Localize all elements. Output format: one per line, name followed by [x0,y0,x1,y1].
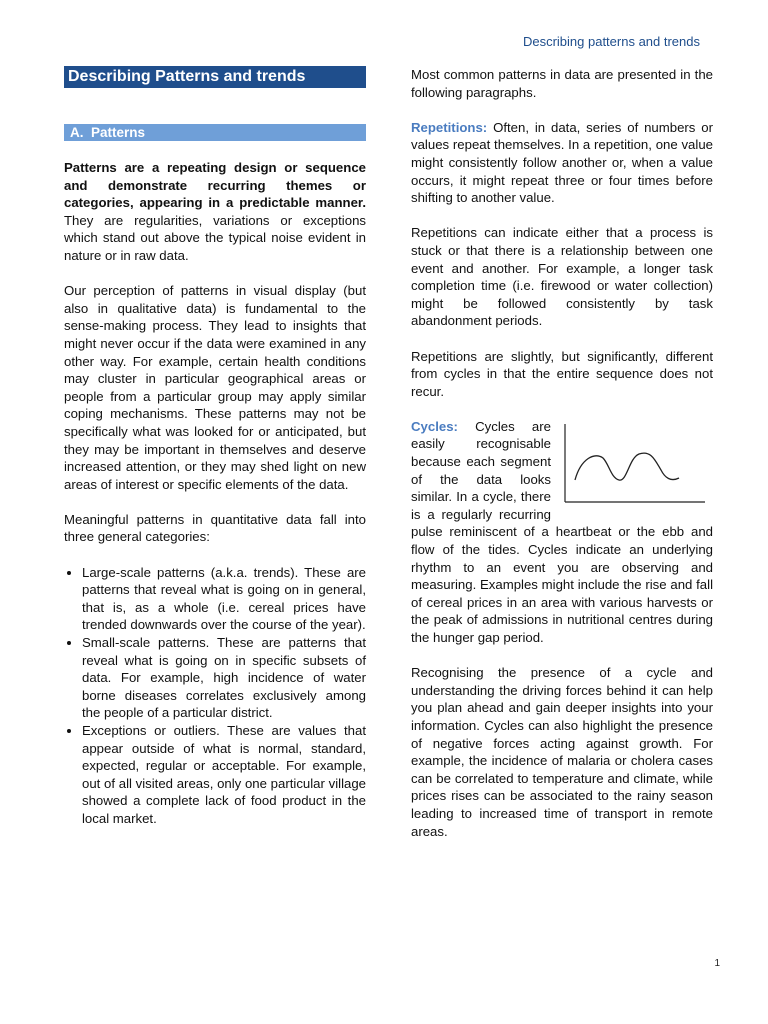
definition-lead: Patterns are a repeating design or sequence and demonstrate recurring themes or categories, appearing in a predictable manner. [64,160,366,211]
section-heading [64,124,366,141]
patterns-definition-paragraph [64,159,366,265]
running-header: Describing patterns and trends [522,34,700,49]
repetitions-paragraph-2: Repetitions can indicate either that a process is stuck or that there is a relationship between one event and another. For example, a longer task completion time (i.e. firewood or water collection) might be followed consistently by task abandonment periods. [411,225,713,329]
categories-list [64,564,366,828]
repetitions-text: Often, in data, series of numbers or values repeat themselves. In a repetition, one value might consistently follow another or, when a value occurs, it might repeat three or four times before shifting to another value. [411,119,713,206]
cycles-term: Cycles: [411,418,458,434]
section-letter: A. [70,125,84,140]
left-column [64,66,366,828]
repetitions-paragraph-3: Repetitions are slightly, but significantly, different from cycles in that the entire sequence does not recur. [411,348,713,399]
cycle-wave-figure-icon [559,422,709,508]
cycle-wave-line [575,453,679,480]
perception-paragraph: Our perception of patterns in visual display (but also in qualitative data) is fundamental to the sense-making process. They lead to insights that might never occur if the data were examined in any other way. For example, certain health conditions may cluster in particular geographical areas or people from a particular group may apply similar coping mechanisms. These patterns may not be specifically what was looked for or anticipated, but they may be important in themselves and deserve increased attention, or they may shed light on new areas of interest or specific elements of the data. [64,283,366,492]
cycles-paragraph-2: Recognising the presence of a cycle and understanding the driving forces behind it can help you plan ahead and gain deeper insights into your information. Cycles can also highlight the presence of negative forces acting against growth. For example, the incidence of malaria or cholera cases can be correlated to temperature and climate, while prices rises can be associated to the rainy season leading to increased time of transport in remote areas. [411,665,713,839]
list-item: • Exceptions or outliers. These are values that appear outside of what is normal, standard, expected, regular or acceptable. For example, out of all visited areas, only one particular village showed a complete lack of food product in the local market. [82,722,366,828]
document-title: Describing Patterns and trends [64,66,366,88]
section-title: Patterns [91,125,146,140]
repetitions-term: Repetitions: [411,119,488,135]
right-column [411,66,713,858]
page-number: 1 [714,958,720,969]
repetitions-paragraph [411,119,713,207]
definition-rest: They are regularities, variations or exceptions which stand out above the typical noise evident in nature or in raw data. [64,212,366,263]
intro-paragraph: Most common patterns in data are presented in the following paragraphs. [411,67,713,100]
cycles-paragraph [411,418,713,647]
list-item: • Large-scale patterns (a.k.a. trends). These are patterns that reveal what is going on in general, that is, as a whole (i.e. cereal prices have trended downwards over the course of the year). [82,564,366,634]
list-item: • Small-scale patterns. These are patterns that reveal what is going on in specific subsets of data. For example, high incidence of water borne diseases correlates exclusively among the people of a particular district. [82,634,366,722]
cycles-text: Cycles are easily recognisable because each segment of the data looks similar. In a cycle, there is a regularly recurring pulse reminiscent of a heartbeat or the ebb and flow of the tides. Cycles indicate an underlying rhythm to an event you are observing and measuring. Examples might include the rise and fall of cereal prices in an area with various harvests or the peak of admissions in nutritional centres during the hunger gap period. [411,418,713,645]
categories-intro-paragraph: Meaningful patterns in quantitative data fall into three general categories: [64,511,366,545]
